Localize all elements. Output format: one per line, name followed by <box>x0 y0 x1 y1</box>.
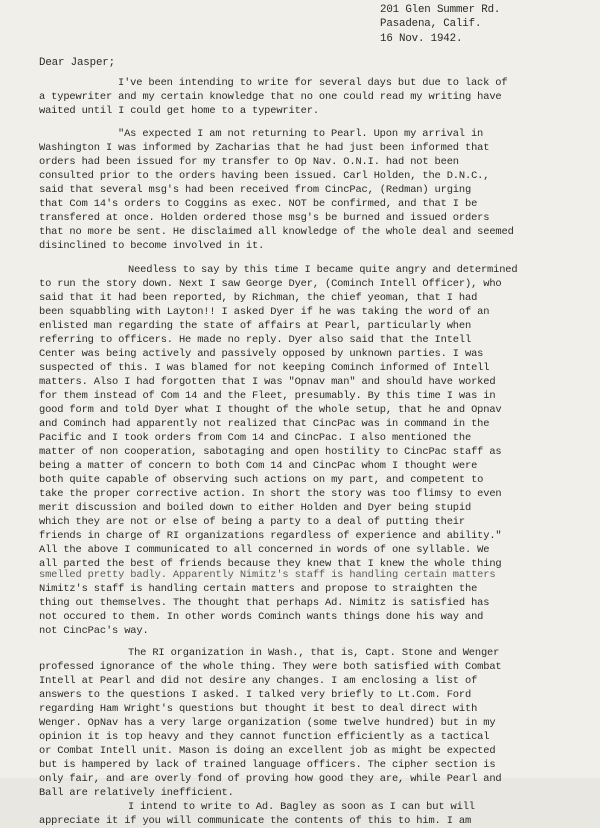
text-line: to run the story down. Next I saw George Dyer, (Cominch Intell Officer), who <box>39 278 502 290</box>
text-line: and Cominch had apparently not realized that CincPac was in command in the <box>39 418 490 430</box>
text-line: consulted prior to the orders having been issued. Carl Holden, the D.N.C., <box>39 170 490 182</box>
text-line: a typewriter and my certain knowledge that no one could read my writing have <box>39 91 502 103</box>
text-line: that no more be sent. He disclaimed all knowledge of the whole deal and seemed <box>39 226 514 238</box>
text-line: regarding Ham Wright's questions but thought it best to deal direct with <box>39 703 478 715</box>
text-line: been squabbling with Layton!! I asked Dyer if he was taking the word of an <box>39 306 490 318</box>
text-line: The RI organization in Wash., that is, Capt. Stone and Wenger <box>128 647 500 659</box>
text-line: Needless to say by this time I became quite angry and determined <box>128 264 518 276</box>
text-line: both quite capable of observing such actions on my part, and competent to <box>39 474 484 486</box>
text-line: disinclined to become involved in it. <box>39 240 265 252</box>
return-address-street: 201 Glen Summer Rd. <box>380 4 501 16</box>
text-line: for them instead of Com 14 and the Fleet, presumably. By this time I was in <box>39 390 496 402</box>
salutation: Dear Jasper; <box>39 57 115 69</box>
text-line: enlisted man regarding the state of affairs at Pearl, particularly when <box>39 320 472 332</box>
text-line: waited until I could get home to a typewriter. <box>39 105 319 117</box>
text-line: said that several msg's had been received from CincPac, (Redman) urging <box>39 184 472 196</box>
text-line: that Com 14's orders to Coggins as exec. NOT be confirmed, and that I be <box>39 198 478 210</box>
text-line: being a matter of concern to both Com 14 and CincPac whom I thought were <box>39 460 478 472</box>
text-line: but is hampered by lack of trained language officers. The cipher section is <box>39 759 496 771</box>
text-line: Pacific and I took orders from Com 14 and CincPac. I also mentioned the <box>39 432 472 444</box>
text-line: transfered at once. Holden ordered those msg's be burned and issued orders <box>39 212 490 224</box>
text-line: opinion it is top heavy and they cannot function efficiently as a tactical <box>39 731 490 743</box>
text-line: all parted the best of friends because they knew that I knew the whole thing <box>39 558 502 570</box>
text-line: I've been intending to write for several days but due to lack of <box>118 77 508 89</box>
text-line: professed ignorance of the whole thing. They were both satisfied with Combat <box>39 661 502 673</box>
text-line: said that it had been reported, by Richman, the chief yeoman, that I had <box>39 292 478 304</box>
text-line: merit discussion and boiled down to either Holden and Dyer being stupid <box>39 502 472 514</box>
text-line: Wenger. OpNav has a very large organization (some twelve hundred) but in my <box>39 717 496 729</box>
return-address-city: Pasadena, Calif. <box>380 18 482 30</box>
letter-date: 16 Nov. 1942. <box>380 33 463 45</box>
text-line: referring to officers. He made no reply. Dyer also said that the Intell <box>39 334 472 346</box>
text-line: good form and told Dyer what I thought of the whole setup, that he and Opnav <box>39 404 502 416</box>
text-line: which they are not or else of being a party to a deal of putting their <box>39 516 465 528</box>
text-line: answers to the questions I asked. I talked very briefly to Lt.Com. Ford <box>39 689 472 701</box>
text-line: orders had been issued for my transfer to Op Nav. O.N.I. had not been <box>39 156 459 168</box>
text-line: Washington I was informed by Zacharias that he had just been informed that <box>39 142 490 154</box>
text-line-overstruck: smelled pretty badly. Apparently Nimitz's staff is handling certain matters <box>39 569 496 581</box>
text-line: only fair, and are overly fond of proving how good they are, while Pearl and <box>39 773 502 785</box>
text-line: friends in charge of RI organizations regardless of experience and ability." <box>39 530 502 542</box>
text-line: not CincPac's way. <box>39 625 149 637</box>
text-line: matter of non cooperation, sabotaging and open hostility to CincPac staff as <box>39 446 502 458</box>
text-line: or Combat Intell unit. Mason is doing an excellent job as might be expected <box>39 745 496 757</box>
text-line: take the proper corrective action. In short the story was too flimsy to even <box>39 488 502 500</box>
text-line: I intend to write to Ad. Bagley as soon as I can but will <box>128 801 475 813</box>
text-line: appreciate it if you will communicate the contents of this to him. I am <box>39 815 472 827</box>
text-line: matters. Also I had forgotten that I was "Opnav man" and should have worked <box>39 376 496 388</box>
text-line: not occured to them. In other words Cominch wants things done his way and <box>39 611 484 623</box>
text-line: Nimitz's staff is handling certain matters and propose to straighten the <box>39 583 478 595</box>
text-line: thing out themselves. The thought that perhaps Ad. Nimitz is satisfied has <box>39 597 490 609</box>
text-line: suspected of this. I was blamed for not keeping Cominch informed of Intell <box>39 362 490 374</box>
text-line: All the above I communicated to all concerned in words of one syllable. We <box>39 544 490 556</box>
text-line: Ball are relatively inefficient. <box>39 787 234 799</box>
text-line: "As expected I am not returning to Pearl. Upon my arrival in <box>118 128 484 140</box>
text-line: Center was being actively and passively opposed by unknown parties. I was <box>39 348 484 360</box>
text-line: Intell at Pearl and did not desire any changes. I am enclosing a list of <box>39 675 478 687</box>
